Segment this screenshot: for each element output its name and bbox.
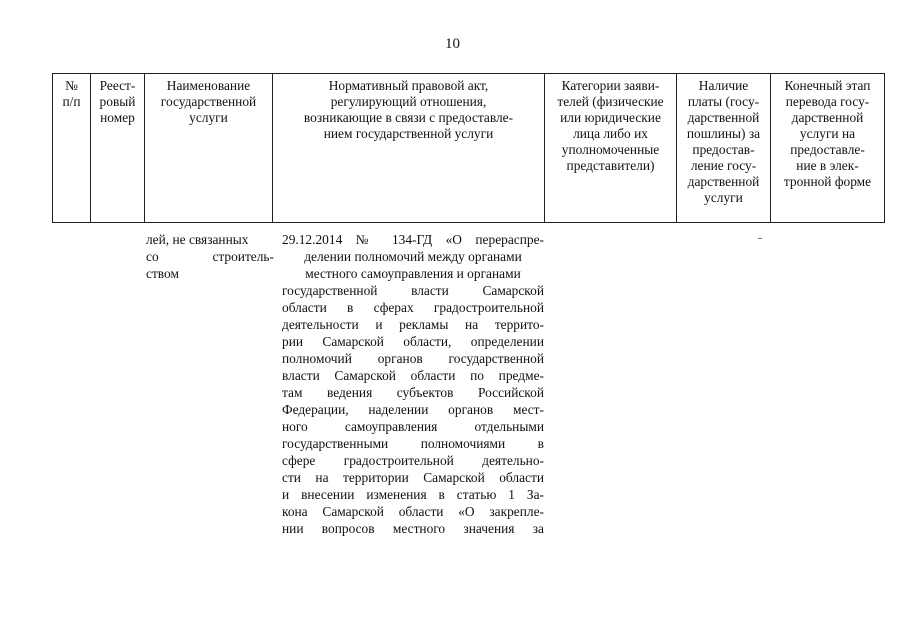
body-text-line: местного самоуправления и органами bbox=[305, 266, 521, 281]
header-registry-cell bbox=[91, 74, 145, 223]
body-text-line: государственными полномочиями в bbox=[282, 436, 544, 451]
header-text: предостав- bbox=[692, 142, 755, 157]
header-applicant-category-cell bbox=[545, 74, 677, 223]
body-text-line: кона Самарской области «О закрепле- bbox=[282, 504, 544, 519]
header-text: тронной форме bbox=[783, 174, 872, 189]
body-text-line: ного самоуправления отдельными bbox=[282, 419, 544, 434]
header-text: или юридические bbox=[560, 110, 661, 125]
header-text: ние в элек- bbox=[796, 158, 859, 173]
body-text-line: сти на территории Самарской области bbox=[282, 470, 544, 485]
header-text: возникающие в связи с предоставле- bbox=[303, 110, 514, 125]
header-text: услуги bbox=[189, 110, 228, 125]
body-text-line: со строитель- bbox=[146, 249, 274, 264]
body-text-line: деятельности и рекламы на террито- bbox=[282, 317, 544, 332]
header-text: Наименование bbox=[166, 78, 251, 93]
service-name-continuation bbox=[146, 231, 274, 282]
header-text: перевода госу- bbox=[785, 94, 870, 109]
header-text: п/п bbox=[62, 94, 81, 109]
body-text-line: 29.12.2014 № 134-ГД «О перераспре- bbox=[282, 232, 544, 247]
body-text-line: там ведения субъектов Российской bbox=[282, 385, 544, 400]
header-text: ление госу- bbox=[690, 158, 757, 173]
header-fee-cell bbox=[677, 74, 771, 223]
body-text-line: лей, не связанных bbox=[146, 232, 249, 247]
body-text-line: полномочий органов государственной bbox=[282, 351, 544, 366]
header-text: услуги bbox=[704, 190, 743, 205]
header-text: Категории заяви- bbox=[561, 78, 660, 93]
header-text: Реест- bbox=[99, 78, 136, 93]
body-text-line: рии Самарской области, определении bbox=[282, 334, 544, 349]
body-text-line: власти Самарской области по предме- bbox=[282, 368, 544, 383]
body-text-line: государственной власти Самарской bbox=[282, 283, 544, 298]
header-text: Конечный этап bbox=[784, 78, 871, 93]
header-text: услуги на bbox=[799, 126, 856, 141]
body-text-line: ством bbox=[146, 266, 179, 281]
header-final-stage-cell bbox=[771, 74, 885, 223]
body-text-line: нии вопросов местного значения за bbox=[282, 521, 544, 536]
header-text: № bbox=[65, 78, 78, 93]
header-text: представители) bbox=[566, 158, 655, 173]
header-text: государственной bbox=[160, 94, 257, 109]
scan-artifact bbox=[758, 238, 762, 239]
body-text-line: и внесении изменения в статью 1 За- bbox=[282, 487, 544, 502]
header-text: Нормативный правовой акт, bbox=[328, 78, 489, 93]
header-text: лица либо их bbox=[573, 126, 648, 141]
header-text: уполномоченные bbox=[561, 142, 660, 157]
table-header bbox=[52, 73, 885, 223]
header-service-name-cell bbox=[145, 74, 273, 223]
header-text: предоставле- bbox=[790, 142, 865, 157]
body-text-line: Федерации, наделении органов мест- bbox=[282, 402, 544, 417]
page-number: 10 bbox=[445, 36, 460, 52]
header-text: дарственной bbox=[687, 110, 760, 125]
legal-act-continuation bbox=[282, 231, 544, 537]
header-text: Наличие bbox=[698, 78, 749, 93]
header-text: номер bbox=[100, 110, 135, 125]
header-number-cell bbox=[53, 74, 91, 223]
header-text: телей (физические bbox=[557, 94, 664, 109]
body-text-line: делении полномочий между органами bbox=[304, 249, 522, 264]
header-text: платы (госу- bbox=[687, 94, 760, 109]
header-text: регулирующий отношения, bbox=[330, 94, 487, 109]
header-text: пошлины) за bbox=[686, 126, 761, 141]
body-text-line: области в сферах градостроительной bbox=[282, 300, 544, 315]
header-text: дарственной bbox=[791, 110, 864, 125]
header-text: нием государственной услуги bbox=[323, 126, 494, 141]
header-legal-act-cell bbox=[273, 74, 545, 223]
body-text-line: сфере градостроительной деятельно- bbox=[282, 453, 544, 468]
header-text: ровый bbox=[99, 94, 136, 109]
header-text: дарственной bbox=[687, 174, 760, 189]
